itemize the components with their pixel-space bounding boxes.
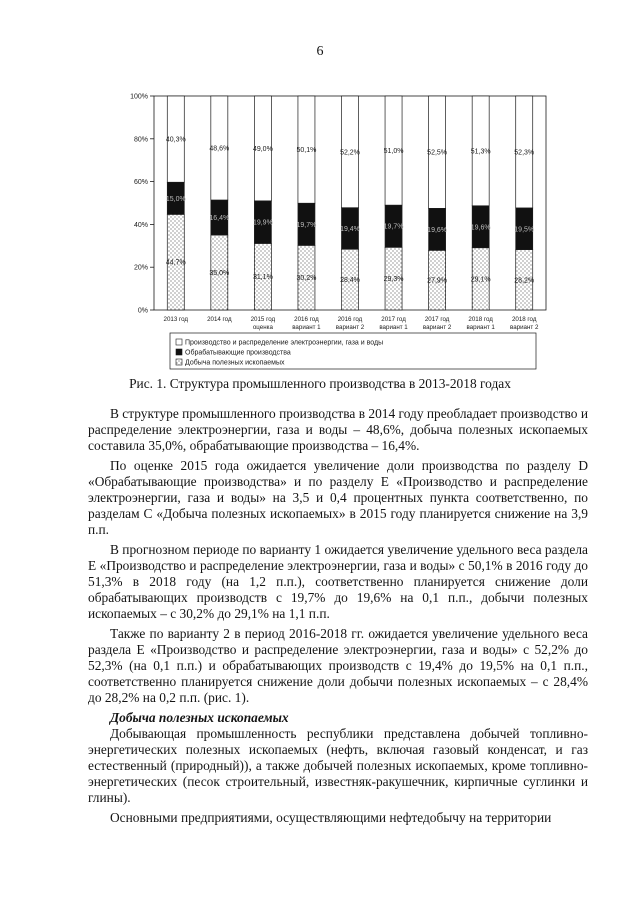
paragraph-5: Добывающая промышленность республики представлена добычей топливно-энергетических полезных ископаемых (нефть, включая газовый конденсат, и газ естественный (природный)), а также добычей полезных ископаемых, кроме топливно-энергетических (песок строительный, известняк-ракушечник, кирпичные суглинки и глины). <box>88 726 588 805</box>
x-tick-label: 2018 год <box>468 316 493 323</box>
legend-swatch <box>176 359 182 365</box>
paragraph-4: Также по варианту 2 в период 2016-2018 гг. ожидается увеличение удельного веса раздела E «Производство и распределение электроэнергии, газа и воды» с 52,2% до 52,3% (на 0,1 п.п.) и обрабатывающих производств с 19,4% до 19,5% на 0,1 п.п., соответственно планируется снижение доли добычи полезных ископаемых – с 28,4% до 28,2% на 0,2 п.п. (рис. 1). <box>88 626 588 705</box>
data-label: 49,0% <box>252 145 273 153</box>
data-label: 27,9% <box>427 277 448 285</box>
paragraph-6: Основными предприятиями, осуществляющими нефтедобычу на территории <box>110 810 552 825</box>
paragraph-2: По оценке 2015 года ожидается увеличение доли производства по разделу D «Обрабатывающие производства» и по разделу E «Производство и распределение электроэнергии, газа и воды» на 3,5 и 0,4 процентных пункта соответственно, по разделам С «Добыча полезных ископаемых» в 2015 году планируется снижение на 3,9 п.п. <box>88 458 588 537</box>
data-label: 30,2% <box>296 275 317 283</box>
body-text <box>88 406 588 830</box>
page-number: 6 <box>316 44 324 59</box>
paragraph-3: В прогнозном периоде по варианту 1 ожидается увеличение удельного веса раздела E «Производство и распределение электроэнергии, газа и воды» с 50,1% в 2016 году до 51,3% в 2018 году (на 1,2 п.п.), соответственно планируется снижение доли обрабатывающих производств с 19,7% до 19,6% на 0,1 п.п., добычи полезных ископаемых – с 30,2% до 29,1% на 1,1 п.п. <box>88 542 588 621</box>
data-label: 19,5% <box>514 226 535 234</box>
x-tick-label: 2016 год <box>337 316 363 323</box>
data-label: 40,3% <box>165 136 186 144</box>
data-label: 19,7% <box>383 223 404 231</box>
y-tick-label: 20% <box>133 264 148 272</box>
figure-caption: Рис. 1. Структура промышленного производства в 2013-2018 годах <box>129 376 511 391</box>
legend-swatch <box>176 339 182 345</box>
data-label: 50,1% <box>296 147 317 155</box>
data-label: 29,3% <box>383 276 404 284</box>
chart-canvas <box>110 88 550 388</box>
x-tick-label: 2013 год <box>163 316 189 323</box>
data-label: 19,6% <box>470 224 491 232</box>
paragraph-1: В структуре промышленного производства в 2014 году преобладает производство и распределение электроэнергии, газа и воды – 48,6%, добыча полезных ископаемых составила 35,0%, обрабатывающие производства – 16,4%. <box>88 406 588 453</box>
y-tick-label: 0% <box>137 307 148 315</box>
x-tick-label: вариант 2 <box>335 324 365 331</box>
data-label: 19,6% <box>427 226 448 234</box>
legend-label: Добыча полезных ископаемых <box>185 359 285 367</box>
data-label: 19,4% <box>340 225 360 233</box>
x-tick-label: вариант 2 <box>510 324 539 331</box>
legend-swatch <box>176 349 182 355</box>
data-label: 31,1% <box>252 274 273 282</box>
data-label: 29,1% <box>470 276 491 284</box>
data-label: 52,3% <box>514 149 535 157</box>
data-label: 35,0% <box>209 270 230 278</box>
chart-legend <box>170 333 536 369</box>
x-tick-label: вариант 2 <box>422 324 452 331</box>
legend-label: Обрабатывающие производства <box>185 349 291 357</box>
x-tick-label: 2016 год <box>294 316 319 323</box>
x-tick-label: оценка <box>252 324 273 331</box>
data-label: 28,2% <box>514 277 535 285</box>
x-tick-label: 2014 год <box>207 316 232 323</box>
y-tick-label: 100% <box>130 93 148 101</box>
data-label: 52,5% <box>427 149 448 157</box>
chart-bars <box>166 96 534 310</box>
data-label: 19,9% <box>252 219 273 227</box>
x-tick-label: вариант 1 <box>292 324 321 331</box>
x-tick-label: вариант 1 <box>379 324 408 331</box>
x-tick-label: 2015 год <box>250 316 276 323</box>
data-label: 51,3% <box>470 148 491 156</box>
data-label: 15,0% <box>165 195 186 203</box>
data-label: 52,2% <box>340 149 360 157</box>
legend-label: Производство и распределение электроэнергии, газа и воды <box>185 339 384 347</box>
x-tick-label: 2017 год <box>381 316 406 323</box>
data-label: 44,7% <box>165 259 186 267</box>
x-tick-label: вариант 1 <box>466 324 495 331</box>
data-label: 16,4% <box>209 215 230 223</box>
production-structure-chart <box>110 88 550 388</box>
data-label: 28,4% <box>340 277 360 285</box>
section-heading: Добыча полезных ископаемых <box>110 710 289 725</box>
x-tick-label: 2018 год <box>511 316 537 323</box>
data-label: 48,6% <box>209 145 230 153</box>
chart-x-labels <box>164 316 539 331</box>
y-tick-label: 60% <box>133 179 148 187</box>
x-tick-label: 2017 год <box>424 316 450 323</box>
y-tick-label: 80% <box>133 136 148 144</box>
data-label: 19,7% <box>296 221 317 229</box>
data-label: 51,0% <box>383 148 404 156</box>
y-tick-label: 40% <box>133 221 148 229</box>
